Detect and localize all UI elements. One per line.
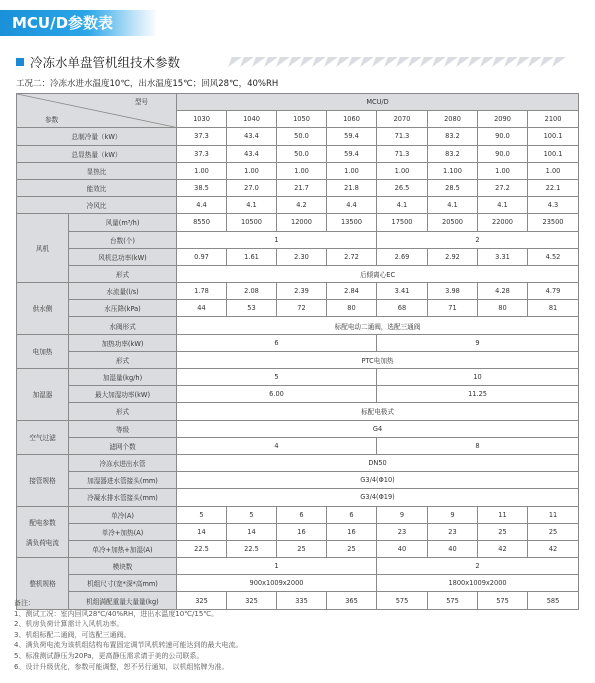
value-cell: 17500 [377, 214, 428, 231]
value-cell: 59.4 [327, 145, 377, 162]
value-cell: 27.0 [227, 179, 277, 196]
value-cell: 9 [377, 334, 579, 351]
table-row [17, 248, 579, 265]
table-row [17, 454, 579, 471]
table-row [17, 420, 579, 437]
model-cell: 1040 [227, 111, 277, 128]
value-cell: 3.41 [377, 283, 428, 300]
row-label: 加湿量(kg/h) [69, 369, 177, 386]
value-cell: 26.5 [377, 179, 428, 196]
model-cell: 1060 [327, 111, 377, 128]
value-cell: 5 [227, 506, 277, 523]
row-label: 加湿器进水管接头(mm) [69, 472, 177, 489]
table-row [17, 351, 579, 368]
value-cell: 25 [478, 523, 528, 540]
value-cell: 585 [528, 592, 579, 609]
value-cell: 4.4 [327, 197, 377, 214]
notes [14, 598, 242, 672]
value-cell: 标配电极式 [177, 403, 579, 420]
value-cell: 6.00 [177, 386, 377, 403]
model-cell: 1050 [277, 111, 327, 128]
value-cell: 1.61 [227, 248, 277, 265]
value-cell: 2.92 [428, 248, 478, 265]
row-label: 形式 [69, 403, 177, 420]
value-cell: 72 [277, 300, 327, 317]
value-cell: 21.7 [277, 179, 327, 196]
value-cell: 100.1 [528, 145, 579, 162]
value-cell: 1.00 [377, 162, 428, 179]
value-cell: 4.79 [528, 283, 579, 300]
value-cell: G3/4(Φ19) [177, 489, 579, 506]
table-row [17, 145, 579, 162]
value-cell: 1.100 [428, 162, 478, 179]
value-cell: 42 [528, 540, 579, 557]
value-cell: 21.8 [327, 179, 377, 196]
value-cell: G3/4(Φ10) [177, 472, 579, 489]
value-cell: 16 [327, 523, 377, 540]
value-cell: 3.98 [428, 283, 478, 300]
value-cell: 9 [428, 506, 478, 523]
row-label: 最大加湿功率(kW) [69, 386, 177, 403]
page-title: MCU/D参数表 [12, 14, 114, 32]
note-item: 6、设计升级优化，参数可能调整，恕不另行通知，以机组铭牌为准。 [14, 662, 229, 671]
row-label: 总制冷量（kW） [17, 128, 177, 145]
value-cell: 5 [177, 369, 377, 386]
value-cell: 1.00 [177, 162, 227, 179]
value-cell: 22.5 [227, 540, 277, 557]
value-cell: 2.72 [327, 248, 377, 265]
table-row [17, 300, 579, 317]
value-cell: 40 [377, 540, 428, 557]
value-cell: 4.1 [227, 197, 277, 214]
value-cell: 25 [277, 540, 327, 557]
value-cell: 14 [227, 523, 277, 540]
value-cell: 4.52 [528, 248, 579, 265]
value-cell: 1 [177, 558, 377, 575]
value-cell: 22.1 [528, 179, 579, 196]
value-cell: 4.3 [528, 197, 579, 214]
value-cell: 100.1 [528, 128, 579, 145]
value-cell: 1800x1009x2000 [377, 575, 579, 592]
section-square-icon [16, 58, 24, 66]
table-row [17, 179, 579, 196]
value-cell: 38.5 [177, 179, 227, 196]
row-label: 水阀形式 [69, 317, 177, 334]
row-label: 风量(m³/h) [69, 214, 177, 231]
value-cell: 9 [377, 506, 428, 523]
value-cell: 1.00 [478, 162, 528, 179]
value-cell: 6 [327, 506, 377, 523]
table-row [17, 437, 579, 454]
table-row [17, 197, 579, 214]
value-cell: 2.69 [377, 248, 428, 265]
value-cell: 23 [377, 523, 428, 540]
value-cell: 335 [277, 592, 327, 609]
row-label: 机组满配重量大量量(kg) [69, 592, 177, 609]
value-cell: 83.2 [428, 128, 478, 145]
value-cell: 4.1 [428, 197, 478, 214]
value-cell: 10500 [227, 214, 277, 231]
value-cell: 1.78 [177, 283, 227, 300]
value-cell: 575 [478, 592, 528, 609]
value-cell: 5 [177, 506, 227, 523]
value-cell: 44 [177, 300, 227, 317]
value-cell: 50.0 [277, 145, 327, 162]
value-cell: 50.0 [277, 128, 327, 145]
table-header-row [17, 94, 579, 111]
value-cell: 12000 [277, 214, 327, 231]
value-cell: 25 [528, 523, 579, 540]
model-cell: 2070 [377, 111, 428, 128]
value-cell: 4.2 [277, 197, 327, 214]
model-cell: 2100 [528, 111, 579, 128]
value-cell: 71.3 [377, 128, 428, 145]
row-label: 水流量(l/s) [69, 283, 177, 300]
value-cell: 43.4 [227, 128, 277, 145]
table-row [17, 317, 579, 334]
value-cell: 22000 [478, 214, 528, 231]
row-label: 风机总功率(kW) [69, 248, 177, 265]
value-cell: 575 [377, 592, 428, 609]
value-cell: 40 [428, 540, 478, 557]
value-cell: 1.00 [227, 162, 277, 179]
group-label-electrical [17, 506, 69, 558]
value-cell: 4.1 [478, 197, 528, 214]
value-cell: 90.0 [478, 128, 528, 145]
value-cell: 14 [177, 523, 227, 540]
table-row [17, 403, 579, 420]
model-label: 型号 [134, 98, 148, 106]
table-row [17, 128, 579, 145]
row-label: 模块数 [69, 558, 177, 575]
value-cell: 25 [327, 540, 377, 557]
row-label: 机组尺寸(宽*深*高mm) [69, 575, 177, 592]
value-cell: 59.4 [327, 128, 377, 145]
value-cell: 325 [227, 592, 277, 609]
value-cell: 4 [177, 437, 377, 454]
value-cell: 68 [377, 300, 428, 317]
series-name: MCU/D [177, 94, 579, 111]
table-row [17, 231, 579, 248]
value-cell: G4 [177, 420, 579, 437]
group-label-line: 配电参数 [29, 518, 56, 527]
row-label: 水压降(kPa) [69, 300, 177, 317]
value-cell: 23 [428, 523, 478, 540]
group-label-humidifier: 加湿器 [17, 369, 69, 421]
value-cell: 80 [327, 300, 377, 317]
value-cell: 83.2 [428, 145, 478, 162]
group-label-water: 供水侧 [17, 283, 69, 335]
value-cell: 0.97 [177, 248, 227, 265]
table-row [17, 369, 579, 386]
table-row [17, 334, 579, 351]
value-cell: PTC电加热 [177, 351, 579, 368]
table-row [17, 472, 579, 489]
row-label: 冷凝水排水管接头(mm) [69, 489, 177, 506]
row-label: 滤网个数 [69, 437, 177, 454]
value-cell: 900x1009x2000 [177, 575, 377, 592]
table-row [17, 575, 579, 592]
header-bar [0, 10, 158, 36]
note-item: 4、满负荷电流为该机组结构布置固定调节风机转速可能达到的最大电流。 [14, 641, 243, 650]
value-cell: 20500 [428, 214, 478, 231]
notes-title: 备注： [14, 599, 35, 607]
row-label: 加热功率(kW) [69, 334, 177, 351]
diagonal-line [17, 94, 176, 127]
value-cell: 365 [327, 592, 377, 609]
row-label: 能效比 [17, 179, 177, 196]
value-cell: 90.0 [478, 145, 528, 162]
value-cell: DN50 [177, 454, 579, 471]
value-cell: 37.3 [177, 128, 227, 145]
table-row [17, 489, 579, 506]
section-heading [16, 54, 180, 70]
value-cell: 1.00 [327, 162, 377, 179]
value-cell: 11 [528, 506, 579, 523]
value-cell: 2.30 [277, 248, 327, 265]
row-label: 等级 [69, 420, 177, 437]
value-cell: 27.2 [478, 179, 528, 196]
group-label-fan: 风机 [17, 214, 69, 283]
value-cell: 575 [428, 592, 478, 609]
value-cell: 22.5 [177, 540, 227, 557]
value-cell: 4.1 [377, 197, 428, 214]
table-row [17, 558, 579, 575]
note-item: 2、机房负荷计算需计入风机功率。 [14, 620, 124, 629]
value-cell: 13500 [327, 214, 377, 231]
value-cell: 71.3 [377, 145, 428, 162]
value-cell: 325 [177, 592, 227, 609]
row-label: 冷风比 [17, 197, 177, 214]
value-cell: 81 [528, 300, 579, 317]
value-cell: 16 [277, 523, 327, 540]
value-cell: 2.84 [327, 283, 377, 300]
row-label: 单冷+加热+加湿(A) [69, 540, 177, 557]
value-cell: 10 [377, 369, 579, 386]
test-condition: 工况二：冷冻水进水温度10℃，出水温度15℃；回风28℃，40%RH [16, 79, 279, 89]
table-row [17, 283, 579, 300]
table-row [17, 265, 579, 282]
row-label: 形式 [69, 351, 177, 368]
model-cell: 1030 [177, 111, 227, 128]
param-label: 参数 [45, 116, 59, 125]
row-label: 冷冻水进出水管 [69, 454, 177, 471]
value-cell: 53 [227, 300, 277, 317]
model-cell: 2090 [478, 111, 528, 128]
value-cell: 28.5 [428, 179, 478, 196]
value-cell: 6 [277, 506, 327, 523]
table-row [17, 506, 579, 523]
value-cell: 80 [478, 300, 528, 317]
value-cell: 2 [377, 231, 579, 248]
value-cell: 1 [177, 231, 377, 248]
value-cell: 23500 [528, 214, 579, 231]
group-label-pipe: 接管规格 [17, 454, 69, 506]
value-cell: 8 [377, 437, 579, 454]
table-row [17, 162, 579, 179]
value-cell: 4.4 [177, 197, 227, 214]
table-row [17, 214, 579, 231]
spec-table [16, 93, 579, 610]
value-cell: 标配电动二通阀，选配三通阀 [177, 317, 579, 334]
note-item: 1、测试工况：室内回风28℃/40%RH，进出水温度10℃/15℃。 [14, 609, 219, 618]
table-row [17, 540, 579, 557]
value-cell: 42 [478, 540, 528, 557]
value-cell: 11 [478, 506, 528, 523]
table-row [17, 386, 579, 403]
value-cell: 4.28 [478, 283, 528, 300]
row-label: 总显热量（kW） [17, 145, 177, 162]
value-cell: 3.31 [478, 248, 528, 265]
row-label: 单冷(A) [69, 506, 177, 523]
value-cell: 后倾离心EC [177, 265, 579, 282]
group-label-filter: 空气过滤 [17, 420, 69, 454]
value-cell: 1.00 [528, 162, 579, 179]
value-cell: 71 [428, 300, 478, 317]
value-cell: 37.3 [177, 145, 227, 162]
value-cell: 1.00 [277, 162, 327, 179]
group-label-heater: 电加热 [17, 334, 69, 368]
value-cell: 8550 [177, 214, 227, 231]
row-label: 台数(个) [69, 231, 177, 248]
note-item: 5、标准测试静压为20Pa，更高静压需求请于美的公司联系。 [14, 651, 204, 660]
header-corner-cell [17, 94, 177, 128]
value-cell: 2 [377, 558, 579, 575]
model-cell: 2080 [428, 111, 478, 128]
decorative-arrows-icon [230, 57, 566, 67]
note-item: 3、机组标配二通阀，可选配三通阀。 [14, 630, 131, 639]
row-label: 单冷+加热(A) [69, 523, 177, 540]
value-cell: 11.25 [377, 386, 579, 403]
table-row [17, 523, 579, 540]
group-label-unit: 整机规格 [17, 558, 69, 610]
group-label-line: 满负荷电流 [26, 538, 59, 547]
value-cell: 6 [177, 334, 377, 351]
section-title: 冷冻水单盘管机组技术参数 [30, 55, 181, 70]
value-cell: 2.39 [277, 283, 327, 300]
row-label: 形式 [69, 265, 177, 282]
value-cell: 43.4 [227, 145, 277, 162]
value-cell: 2.08 [227, 283, 277, 300]
row-label: 显热比 [17, 162, 177, 179]
